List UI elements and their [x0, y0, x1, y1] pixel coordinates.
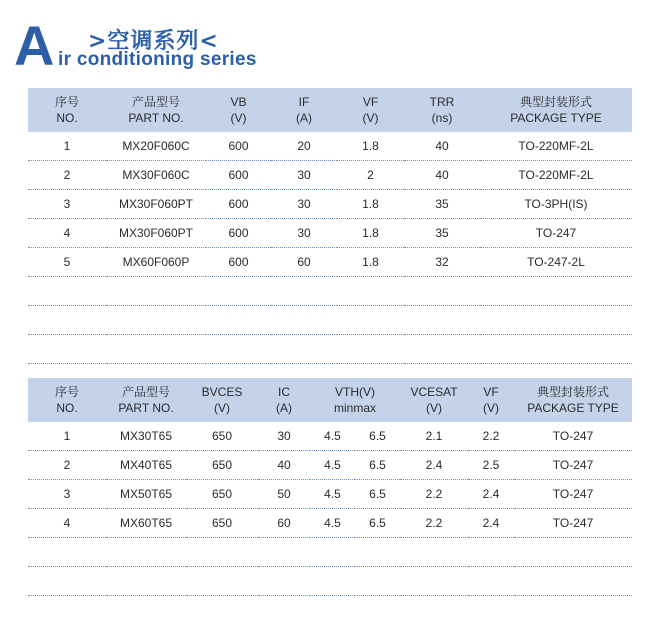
cell-if: 30	[271, 161, 337, 190]
cell-no: 5	[28, 248, 106, 277]
cell-no: 3	[28, 190, 106, 219]
cell-if: 30	[271, 190, 337, 219]
table-row	[28, 509, 632, 538]
cell-vth-max: 6.5	[355, 451, 400, 480]
cell-package: TO-220MF-2L	[480, 161, 632, 190]
cell-vf: 1.8	[337, 248, 404, 277]
cell-vcesat: 2.4	[400, 451, 468, 480]
col-header-no: 序号 NO.	[28, 88, 106, 132]
cell-no: 1	[28, 132, 106, 161]
cell-if: 30	[271, 219, 337, 248]
cell-if: 20	[271, 132, 337, 161]
cell-package: TO-247	[514, 480, 632, 509]
cell-part-no: MX30T65	[106, 422, 186, 451]
cell-vf: 2.2	[468, 422, 514, 451]
page-header	[14, 14, 314, 78]
cell-ic: 60	[258, 509, 310, 538]
cell-part-no: MX60F060P	[106, 248, 206, 277]
cell-package: TO-3PH(IS)	[480, 190, 632, 219]
cell-trr: 40	[404, 132, 480, 161]
cell-part-no: MX40T65	[106, 451, 186, 480]
cell-no: 2	[28, 161, 106, 190]
cell-vf: 2.4	[468, 509, 514, 538]
cell-vb: 600	[206, 132, 271, 161]
col-header-no: 序号 NO.	[28, 378, 106, 422]
cell-bvces: 650	[186, 451, 258, 480]
vth-min-label: min	[334, 401, 354, 415]
cell-vth-min: 4.5	[310, 480, 355, 509]
table-row	[28, 451, 632, 480]
title-english: ir conditioning series	[58, 49, 257, 70]
table-row	[28, 132, 632, 161]
cell-vf: 2	[337, 161, 404, 190]
table-row	[28, 422, 632, 451]
table-row	[28, 248, 632, 277]
diode-spec-table	[28, 88, 632, 364]
cell-vcesat: 2.2	[400, 480, 468, 509]
cell-package: TO-247	[480, 219, 632, 248]
cell-trr: 40	[404, 161, 480, 190]
col-header-vcesat: VCESAT (V)	[400, 378, 468, 422]
col-header-trr: TRR (ns)	[404, 88, 480, 132]
cell-part-no: MX60T65	[106, 509, 186, 538]
cell-no: 2	[28, 451, 106, 480]
cell-vf: 1.8	[337, 132, 404, 161]
cell-part-no: MX30F060PT	[106, 190, 206, 219]
col-header-bvces: BVCES (V)	[186, 378, 258, 422]
col-header-package: 典型封装形式 PACKAGE TYPE	[514, 378, 632, 422]
table-header-row	[28, 88, 632, 132]
table-header-row	[28, 378, 632, 422]
cell-vth-min: 4.5	[310, 509, 355, 538]
cell-ic: 30	[258, 422, 310, 451]
title-chinese: >空调系列<	[88, 29, 219, 54]
table-row-empty	[28, 567, 632, 596]
cell-vth-min: 4.5	[310, 451, 355, 480]
igbt-spec-table	[28, 378, 632, 596]
cell-vcesat: 2.2	[400, 509, 468, 538]
cell-trr: 35	[404, 190, 480, 219]
cell-bvces: 650	[186, 480, 258, 509]
cell-part-no: MX30F060PT	[106, 219, 206, 248]
cell-package: TO-247	[514, 422, 632, 451]
cell-vth-min: 4.5	[310, 422, 355, 451]
table-row	[28, 190, 632, 219]
table-row-empty	[28, 306, 632, 335]
cell-no: 4	[28, 219, 106, 248]
col-header-vf: VF (V)	[337, 88, 404, 132]
cell-vth-max: 6.5	[355, 422, 400, 451]
table-row-empty	[28, 335, 632, 364]
col-header-ic: IC (A)	[258, 378, 310, 422]
cell-no: 3	[28, 480, 106, 509]
cell-vf: 2.4	[468, 480, 514, 509]
cell-vb: 600	[206, 161, 271, 190]
cell-package: TO-247-2L	[480, 248, 632, 277]
col-header-vf: VF (V)	[468, 378, 514, 422]
cell-vf: 1.8	[337, 190, 404, 219]
cell-vth-max: 6.5	[355, 480, 400, 509]
cell-vb: 600	[206, 248, 271, 277]
cell-ic: 50	[258, 480, 310, 509]
col-header-vth: VTH(V) minmax	[310, 378, 400, 422]
cell-vth-max: 6.5	[355, 509, 400, 538]
col-header-vb: VB (V)	[206, 88, 271, 132]
cell-no: 4	[28, 509, 106, 538]
col-header-package: 典型封装形式 PACKAGE TYPE	[480, 88, 632, 132]
cell-if: 60	[271, 248, 337, 277]
cell-bvces: 650	[186, 422, 258, 451]
table-row	[28, 219, 632, 248]
cell-vb: 600	[206, 190, 271, 219]
cell-package: TO-220MF-2L	[480, 132, 632, 161]
cell-package: TO-247	[514, 451, 632, 480]
cell-trr: 32	[404, 248, 480, 277]
cell-trr: 35	[404, 219, 480, 248]
logo-letter-a: A	[14, 14, 55, 77]
cell-vb: 600	[206, 219, 271, 248]
cell-vf: 2.5	[468, 451, 514, 480]
cell-part-no: MX50T65	[106, 480, 186, 509]
cell-part-no: MX20F060C	[106, 132, 206, 161]
cell-ic: 40	[258, 451, 310, 480]
cell-bvces: 650	[186, 509, 258, 538]
cell-vcesat: 2.1	[400, 422, 468, 451]
cell-part-no: MX30F060C	[106, 161, 206, 190]
table-row	[28, 161, 632, 190]
cell-no: 1	[28, 422, 106, 451]
col-header-part-no: 产品型号 PART NO.	[106, 378, 186, 422]
table-row	[28, 480, 632, 509]
col-header-part-no: 产品型号 PART NO.	[106, 88, 206, 132]
cell-package: TO-247	[514, 509, 632, 538]
col-header-if: IF (A)	[271, 88, 337, 132]
vth-max-label: max	[353, 401, 377, 415]
table-row-empty	[28, 277, 632, 306]
cell-vf: 1.8	[337, 219, 404, 248]
table-row-empty	[28, 538, 632, 567]
